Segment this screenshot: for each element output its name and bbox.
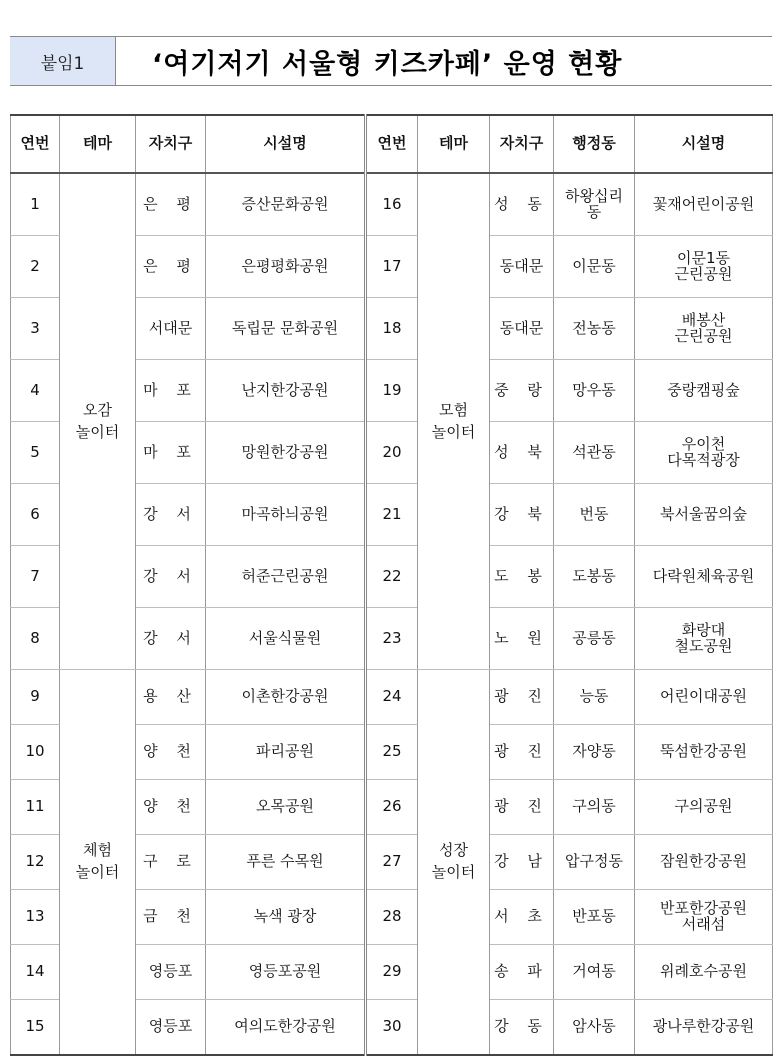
admin-dong: 하왕십리 동 [554, 173, 635, 236]
district: 영등포 [136, 1000, 206, 1056]
facility-name: 배봉산 근린공원 [635, 298, 773, 360]
facility-name: 푸른 수목원 [206, 835, 366, 890]
district: 도 봉 [490, 546, 554, 608]
row-number: 6 [11, 484, 60, 546]
row-number: 5 [11, 422, 60, 484]
admin-dong: 도봉동 [554, 546, 635, 608]
district: 성 동 [490, 173, 554, 236]
district: 강 북 [490, 484, 554, 546]
kids-cafe-table [10, 114, 773, 1056]
district: 강 서 [136, 608, 206, 670]
admin-dong: 능동 [554, 670, 635, 725]
row-number: 16 [366, 173, 418, 236]
facility-name: 다락원체육공원 [635, 546, 773, 608]
row-number: 24 [366, 670, 418, 725]
district: 서 초 [490, 890, 554, 945]
col-header: 시설명 [635, 115, 773, 173]
admin-dong: 반포동 [554, 890, 635, 945]
facility-name: 서울식물원 [206, 608, 366, 670]
page-header [10, 36, 772, 86]
col-header: 테마 [60, 115, 136, 173]
district: 광 진 [490, 780, 554, 835]
row-number: 11 [11, 780, 60, 835]
admin-dong: 석관동 [554, 422, 635, 484]
facility-name: 여의도한강공원 [206, 1000, 366, 1056]
admin-dong: 압구정동 [554, 835, 635, 890]
admin-dong: 자양동 [554, 725, 635, 780]
row-number: 21 [366, 484, 418, 546]
facility-name: 영등포공원 [206, 945, 366, 1000]
admin-dong: 망우동 [554, 360, 635, 422]
facility-name: 어린이대공원 [635, 670, 773, 725]
row-number: 1 [11, 173, 60, 236]
facility-name: 독립문 문화공원 [206, 298, 366, 360]
row-number: 17 [366, 236, 418, 298]
district: 영등포 [136, 945, 206, 1000]
facility-name: 잠원한강공원 [635, 835, 773, 890]
theme-cell: 성장 놀이터 [418, 670, 490, 1056]
col-header: 자치구 [136, 115, 206, 173]
table-header-row [11, 115, 773, 173]
row-number: 4 [11, 360, 60, 422]
table-row [11, 670, 773, 725]
facility-name: 망원한강공원 [206, 422, 366, 484]
facility-name: 중랑캠핑숲 [635, 360, 773, 422]
admin-dong: 전농동 [554, 298, 635, 360]
col-header: 자치구 [490, 115, 554, 173]
row-number: 14 [11, 945, 60, 1000]
row-number: 15 [11, 1000, 60, 1056]
theme-cell: 모험 놀이터 [418, 173, 490, 670]
row-number: 7 [11, 546, 60, 608]
district: 금 천 [136, 890, 206, 945]
table-body [11, 173, 773, 1055]
district: 강 동 [490, 1000, 554, 1056]
col-header: 테마 [418, 115, 490, 173]
facility-name: 녹색 광장 [206, 890, 366, 945]
district: 구 로 [136, 835, 206, 890]
facility-name: 이문1동 근린공원 [635, 236, 773, 298]
col-header: 시설명 [206, 115, 366, 173]
facility-name: 은평평화공원 [206, 236, 366, 298]
district: 은 평 [136, 236, 206, 298]
row-number: 13 [11, 890, 60, 945]
admin-dong: 번동 [554, 484, 635, 546]
row-number: 27 [366, 835, 418, 890]
theme-cell: 오감 놀이터 [60, 173, 136, 670]
admin-dong: 암사동 [554, 1000, 635, 1056]
row-number: 26 [366, 780, 418, 835]
row-number: 29 [366, 945, 418, 1000]
admin-dong: 이문동 [554, 236, 635, 298]
district: 성 북 [490, 422, 554, 484]
row-number: 19 [366, 360, 418, 422]
facility-name: 마곡하늬공원 [206, 484, 366, 546]
facility-name: 오목공원 [206, 780, 366, 835]
page-title: ‘여기저기 서울형 키즈카페’ 운영 현황 [152, 48, 623, 80]
district: 광 진 [490, 670, 554, 725]
facility-name: 위례호수공원 [635, 945, 773, 1000]
facility-name: 반포한강공원 서래섬 [635, 890, 773, 945]
facility-name: 이촌한강공원 [206, 670, 366, 725]
facility-name: 뚝섬한강공원 [635, 725, 773, 780]
district: 양 천 [136, 780, 206, 835]
table-row [11, 173, 773, 236]
row-number: 9 [11, 670, 60, 725]
theme-cell: 체험 놀이터 [60, 670, 136, 1056]
district: 노 원 [490, 608, 554, 670]
row-number: 12 [11, 835, 60, 890]
facility-name: 난지한강공원 [206, 360, 366, 422]
admin-dong: 구의동 [554, 780, 635, 835]
district: 광 진 [490, 725, 554, 780]
facility-name: 화랑대 철도공원 [635, 608, 773, 670]
district: 송 파 [490, 945, 554, 1000]
row-number: 18 [366, 298, 418, 360]
facility-name: 증산문화공원 [206, 173, 366, 236]
district: 강 남 [490, 835, 554, 890]
col-header: 행정동 [554, 115, 635, 173]
facility-name: 꽃재어린이공원 [635, 173, 773, 236]
district: 서대문 [136, 298, 206, 360]
district: 용 산 [136, 670, 206, 725]
row-number: 8 [11, 608, 60, 670]
row-number: 10 [11, 725, 60, 780]
admin-dong: 거여동 [554, 945, 635, 1000]
facility-name: 허준근린공원 [206, 546, 366, 608]
row-number: 3 [11, 298, 60, 360]
attachment-badge: 붙임1 [10, 37, 116, 85]
district: 강 서 [136, 546, 206, 608]
row-number: 28 [366, 890, 418, 945]
district: 동대문 [490, 298, 554, 360]
col-header: 연번 [366, 115, 418, 173]
row-number: 25 [366, 725, 418, 780]
row-number: 23 [366, 608, 418, 670]
facility-name: 북서울꿈의숲 [635, 484, 773, 546]
row-number: 22 [366, 546, 418, 608]
facility-name: 광나루한강공원 [635, 1000, 773, 1056]
admin-dong: 공릉동 [554, 608, 635, 670]
district: 동대문 [490, 236, 554, 298]
district: 양 천 [136, 725, 206, 780]
row-number: 20 [366, 422, 418, 484]
district: 마 포 [136, 422, 206, 484]
row-number: 2 [11, 236, 60, 298]
district: 중 랑 [490, 360, 554, 422]
col-header: 연번 [11, 115, 60, 173]
facility-name: 우이천 다목적광장 [635, 422, 773, 484]
facility-name: 파리공원 [206, 725, 366, 780]
row-number: 30 [366, 1000, 418, 1056]
district: 마 포 [136, 360, 206, 422]
facility-name: 구의공원 [635, 780, 773, 835]
district: 은 평 [136, 173, 206, 236]
district: 강 서 [136, 484, 206, 546]
